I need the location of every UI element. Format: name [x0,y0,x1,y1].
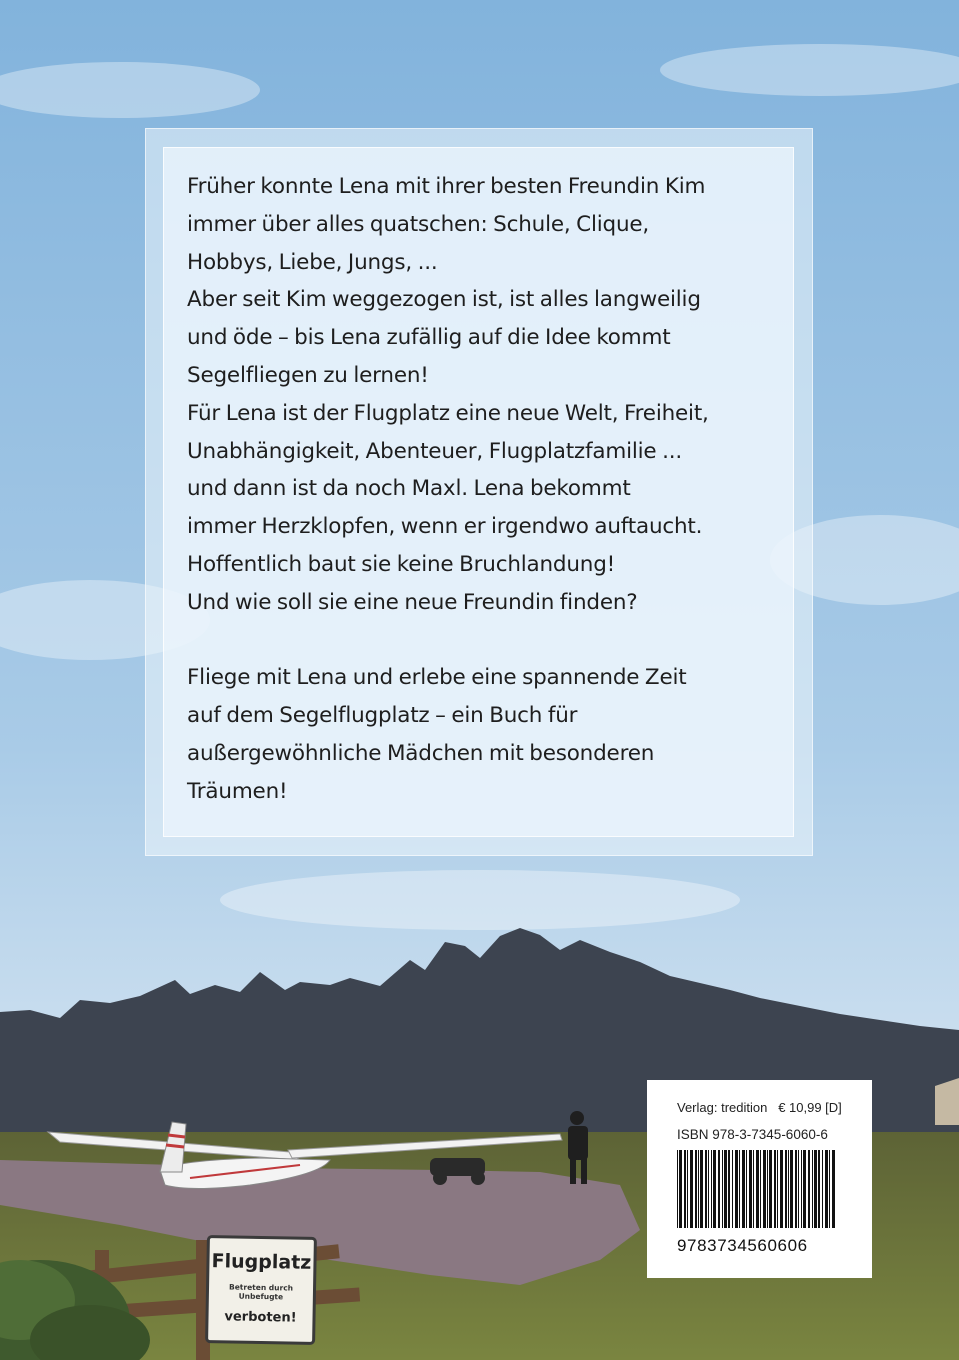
barcode-bar [812,1150,813,1228]
barcode-bar [822,1150,823,1228]
barcode-bar [780,1150,783,1228]
barcode-bar [735,1150,738,1228]
hangar [935,1078,959,1125]
publisher: Verlag: tredition [677,1100,768,1115]
blurb-line: Für Lena ist der Flugplatz eine neue Welt, Freiheit, [187,400,709,426]
paragraph-gap [187,622,797,660]
price-isbn-box [647,1080,872,1278]
barcode-number: 9783734560606 [677,1236,808,1255]
barcode-bar [801,1150,802,1228]
barcode-bar [785,1150,787,1228]
barcode-bar [713,1150,716,1228]
price: € 10,99 [D] [778,1100,842,1115]
barcode-bar [749,1150,752,1228]
barcode-bar [684,1150,686,1228]
barcode-bar [679,1150,682,1228]
sign-footer: verboten! [224,1309,297,1326]
blurb-line: Und wie soll sie eine neue Freundin finden? [187,589,638,615]
barcode-bar [769,1150,772,1228]
barcode-bar [814,1150,817,1228]
barcode-bar [739,1150,740,1228]
barcode-bar [803,1150,806,1228]
barcode-bar [798,1150,799,1228]
barcode-bar [722,1150,723,1228]
barcode-bar [818,1150,820,1228]
isbn: ISBN 978-3-7345-6060-6 [677,1127,828,1142]
barcode-bar [711,1150,712,1228]
publisher-price-line [677,1100,842,1115]
blurb-line: Träumen! [187,778,288,804]
blurb-line: außergewöhnliche Mädchen mit besonderen [187,740,655,766]
sign-title: Flugplatz [211,1250,312,1274]
barcode-bar [756,1150,759,1228]
barcode-bar [753,1150,754,1228]
barcode [675,1150,840,1230]
barcode-bar [760,1150,761,1228]
barcode-bar [795,1150,797,1228]
barcode-bar [790,1150,793,1228]
blurb-line: auf dem Segelflugplatz – ein Buch für [187,703,578,729]
barcode-bar [832,1150,835,1228]
barcode-bar [763,1150,766,1228]
barcode-bar [698,1150,699,1228]
barcode-bar [705,1150,707,1228]
blurb-text [187,168,797,811]
sign-subtitle: Betreten durch Unbefugte [228,1282,294,1302]
barcode-bar [700,1150,703,1228]
barcode-bar [767,1150,768,1228]
barcode-bar [746,1150,747,1228]
blurb-line: Segelfliegen zu lernen! [187,362,429,388]
barcode-bar [777,1150,778,1228]
blurb-line: und öde – bis Lena zufällig auf die Idee kommt [187,325,671,351]
barcode-bar [718,1150,720,1228]
barcode-bar [788,1150,789,1228]
barcode-bar [825,1150,828,1228]
barcode-bar [742,1150,745,1228]
blurb-line: Unabhängigkeit, Abenteuer, Flugplatzfamilie ... [187,438,682,464]
blurb-line: Fliege mit Lena und erlebe eine spannende Zeit [187,665,687,691]
barcode-bar [732,1150,733,1228]
barcode-bar [690,1150,693,1228]
barcode-bar [687,1150,688,1228]
barcode-bar [708,1150,709,1228]
blurb-line: Hoffentlich baut sie keine Bruchlandung! [187,551,616,577]
blurb-line: Früher konnte Lena mit ihrer besten Freundin Kim [187,174,706,199]
barcode-bar [829,1150,830,1228]
blurb-line: Aber seit Kim weggezogen ist, ist alles langweilig [187,287,701,313]
barcode-bar [808,1150,810,1228]
barcode-bar [774,1150,776,1228]
blurb-line: Hobbys, Liebe, Jungs, ... [187,249,438,275]
barcode-bar [728,1150,730,1228]
blurb-line: und dann ist da noch Maxl. Lena bekommt [187,476,631,502]
blurb-line: immer über alles quatschen: Schule, Clique, [187,211,650,237]
barcode-bar [677,1150,678,1228]
blurb-line: immer Herzklopfen, wenn er irgendwo auftaucht. [187,514,703,540]
airfield-sign [205,1235,317,1345]
barcode-bar [695,1150,697,1228]
barcode-bar [724,1150,727,1228]
